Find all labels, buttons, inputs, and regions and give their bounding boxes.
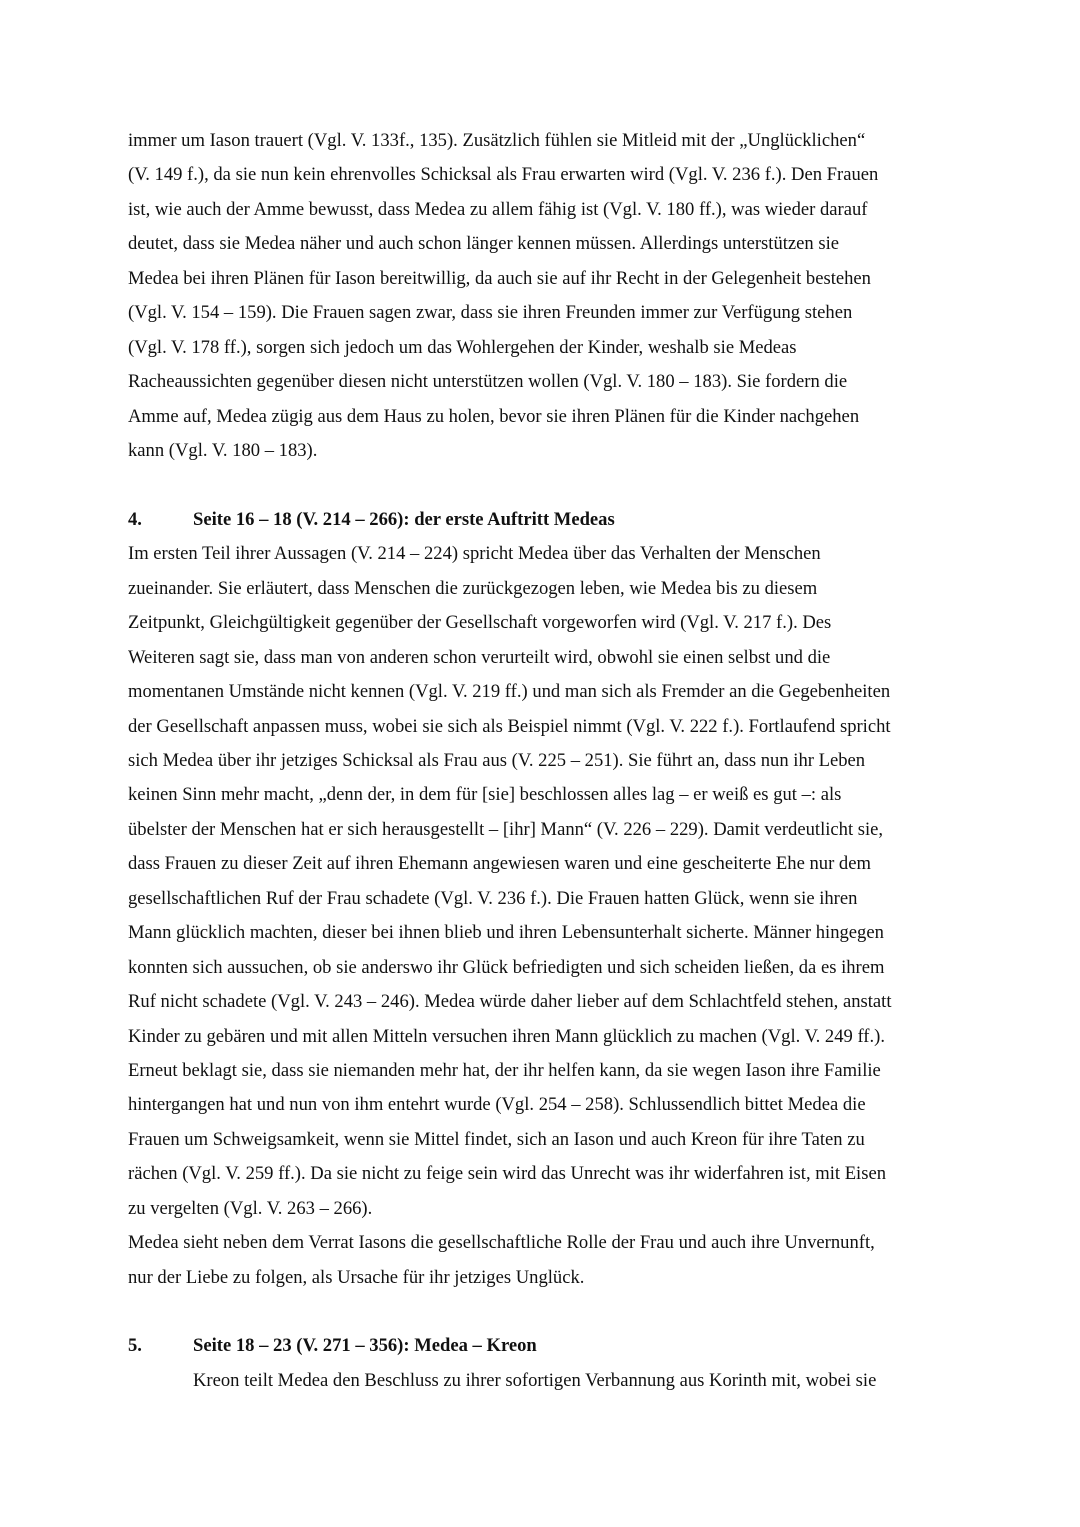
text-line: deutet, dass sie Medea näher und auch schon länger kennen müssen. Allerdings unterstützen sie: [128, 233, 840, 254]
section-number: 4.: [128, 509, 142, 530]
text-line: Medea bei ihren Plänen für Iason bereitwillig, da auch sie auf ihr Recht in der Gelegenheit bestehen: [128, 268, 871, 289]
text-line: Zeitpunkt, Gleichgültigkeit gegenüber der Gesellschaft vorgeworfen wird (Vgl. V. 217 f.). Des: [128, 612, 832, 633]
text-line: Kinder zu gebären und mit allen Mitteln versuchen ihren Mann glücklich zu machen (Vgl. V. 249 ff.).: [128, 1026, 885, 1047]
text-line: konnten sich aussuchen, ob sie anderswo ihr Glück befriedigten und sich scheiden ließen, da es ihrem: [128, 957, 885, 978]
text-line: Medea sieht neben dem Verrat Iasons die gesellschaftliche Rolle der Frau und auch ihre Unvernunft,: [128, 1232, 875, 1253]
text-line: sich Medea über ihr jetziges Schicksal als Frau aus (V. 225 – 251). Sie führt an, dass nun ihr Leben: [128, 750, 866, 771]
text-line: (V. 149 f.), da sie nun kein ehrenvolles Schicksal als Frau erwarten wird (Vgl. V. 236 f.). Den Frauen: [128, 164, 879, 185]
text-line: der Gesellschaft anpassen muss, wobei sie sich als Beispiel nimmt (Vgl. V. 222 f.). Fortlaufend spricht: [128, 716, 891, 737]
text-line: übelster der Menschen hat er sich herausgestellt – [ihr] Mann“ (V. 226 – 229). Damit verdeutlicht sie,: [128, 819, 884, 840]
section-number: 5.: [128, 1335, 142, 1356]
text-line: Im ersten Teil ihrer Aussagen (V. 214 – 224) spricht Medea über das Verhalten der Menschen: [128, 543, 821, 564]
text-line: Kreon teilt Medea den Beschluss zu ihrer sofortigen Verbannung aus Korinth mit, wobei sie: [193, 1370, 877, 1391]
text-line: (Vgl. V. 178 ff.), sorgen sich jedoch um das Wohlergehen der Kinder, weshalb sie Medeas: [128, 337, 797, 358]
text-line: immer um Iason trauert (Vgl. V. 133f., 135). Zusätzlich fühlen sie Mitleid mit der „Unglücklichen“: [128, 130, 866, 151]
text-line: zueinander. Sie erläutert, dass Menschen die zurückgezogen leben, wie Medea bis zu diesem: [128, 578, 818, 599]
text-line: hintergangen hat und nun von ihm entehrt wurde (Vgl. 254 – 258). Schlussendlich bittet Medea die: [128, 1094, 866, 1115]
text-line: Weiteren sagt sie, dass man von anderen schon verurteilt wird, obwohl sie einen selbst und die: [128, 647, 831, 668]
text-line: nur der Liebe zu folgen, als Ursache für ihr jetziges Unglück.: [128, 1267, 585, 1288]
text-line: Amme auf, Medea zügig aus dem Haus zu holen, bevor sie ihren Plänen für die Kinder nachgehen: [128, 406, 860, 427]
text-line: ist, wie auch der Amme bewusst, dass Medea zu allem fähig ist (Vgl. V. 180 ff.), was wieder darauf: [128, 199, 868, 220]
text-line: momentanen Umstände nicht kennen (Vgl. V. 219 ff.) und man sich als Fremder an die Gegebenheiten: [128, 681, 891, 702]
text-line: Racheaussichten gegenüber diesen nicht unterstützen wollen (Vgl. V. 180 – 183). Sie fordern die: [128, 371, 848, 392]
text-line: zu vergelten (Vgl. V. 263 – 266).: [128, 1198, 373, 1219]
text-line: (Vgl. V. 154 – 159). Die Frauen sagen zwar, dass sie ihren Freunden immer zur Verfügung stehen: [128, 302, 853, 323]
text-line: gesellschaftlichen Ruf der Frau schadete (Vgl. V. 236 f.). Die Frauen hatten Glück, wenn sie ihren: [128, 888, 858, 909]
text-line: Mann glücklich machten, dieser bei ihnen blieb und ihren Lebensunterhalt sicherte. Männer hingegen: [128, 922, 884, 943]
text-line: Frauen um Schweigsamkeit, wenn sie Mittel findet, sich an Iason und auch Kreon für ihre Taten zu: [128, 1129, 865, 1150]
section-heading: Seite 18 – 23 (V. 271 – 356): Medea – Kreon: [193, 1335, 537, 1356]
text-line: Erneut beklagt sie, dass sie niemanden mehr hat, der ihr helfen kann, da sie wegen Iason ihre Familie: [128, 1060, 881, 1081]
text-line: dass Frauen zu dieser Zeit auf ihren Ehemann angewiesen waren und eine gescheiterte Ehe nur dem: [128, 853, 871, 874]
text-line: kann (Vgl. V. 180 – 183).: [128, 440, 318, 461]
text-line: Ruf nicht schadete (Vgl. V. 243 – 246). Medea würde daher lieber auf dem Schlachtfeld stehen, anstatt: [128, 991, 892, 1012]
text-line: rächen (Vgl. V. 259 ff.). Da sie nicht zu feige sein wird das Unrecht was ihr widerfahren ist, mit Eisen: [128, 1163, 887, 1184]
text-line: keinen Sinn mehr macht, „denn der, in dem für [sie] beschlossen alles lag – er weiß es gut –: als: [128, 784, 842, 805]
section-heading: Seite 16 – 18 (V. 214 – 266): der erste Auftritt Medeas: [193, 509, 615, 530]
